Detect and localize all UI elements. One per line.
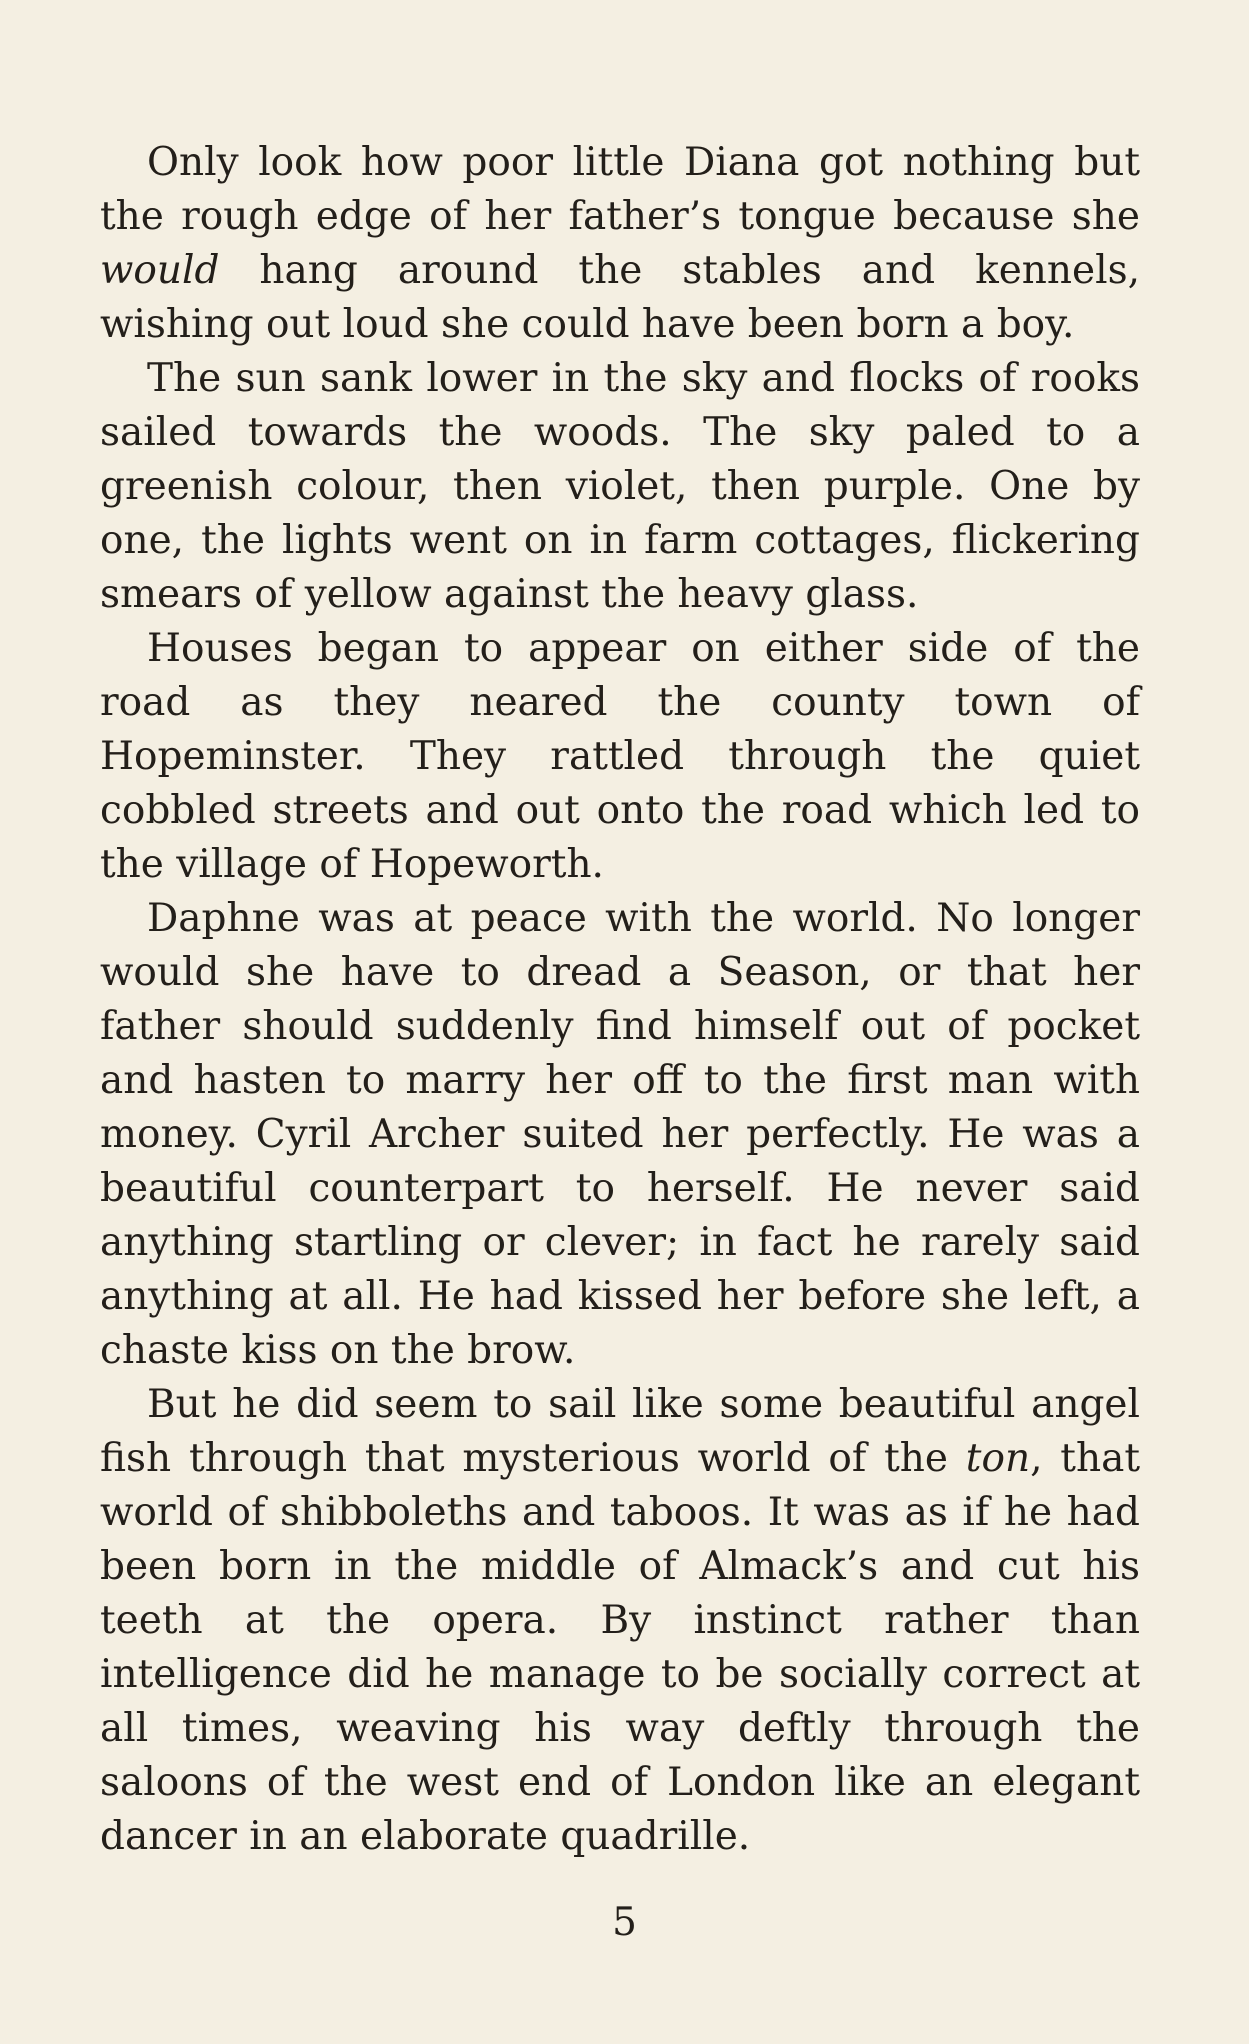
paragraph-4-text: Daphne was at peace with the world. No longer would she have to dread a Season, or that her father should suddenly find himself out of pocket and hasten to marry her off to the first man with money. Cyril Archer suited her perfectly. He was a beautiful counterpart to herself. He never said anything startling or clever; in fact he rarely said anything at all. He had kissed her before she left, a chaste kiss on the brow. [100,896,1140,1373]
paragraph-5-text-a: But he did seem to sail like some beautiful angel fish through that mysterious world of the [100,1382,1140,1481]
paragraph-5 [100,1378,1140,1864]
paragraph-1-text-b: hang around the stables and kennels, wishing out loud she could have been born a boy. [100,248,1140,347]
paragraph-3 [100,622,1140,892]
paragraph-3-text: Houses began to appear on either side of the road as they neared the county town of Hopeminster. They rattled through the quiet cobbled streets and out onto the road which led to the village of Hopeworth. [100,626,1140,887]
paragraph-5-text-b: , that world of shibboleths and taboos. It was as if he had been born in the middle of Almack’s and cut his teeth at the opera. By instinct rather than intelligence did he manage to be socially correct at all times, weaving his way deftly through the saloons of the west end of London like an elegant dancer in an elaborate quadrille. [100,1436,1140,1859]
paragraph-2-text: The sun sank lower in the sky and flocks of rooks sailed towards the woods. The sky paled to a greenish colour, then violet, then purple. One by one, the lights went on in farm cottages, flickering smears of yellow against the heavy glass. [100,356,1140,617]
paragraph-2 [100,352,1140,622]
paragraph-1 [100,136,1140,352]
paragraph-1-text-a: Only look how poor little Diana got nothing but the rough edge of her father’s tongue because she [100,140,1140,239]
paragraph-4 [100,892,1140,1378]
body-text [100,136,1140,1864]
paragraph-1-italic-would: would [100,248,220,293]
paragraph-5-italic-ton: ton [965,1436,1031,1481]
page-number: 5 [612,1900,637,1945]
